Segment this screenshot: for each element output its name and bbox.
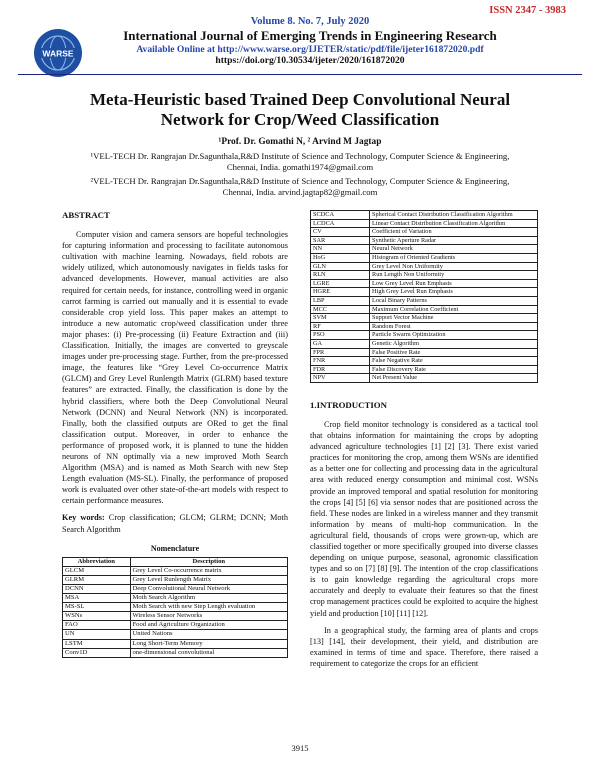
table-row — [311, 314, 538, 323]
description-cell: Support Vector Machine — [370, 314, 538, 323]
description-cell: Genetic Algorithm — [370, 339, 538, 348]
keywords-text: Crop classification; GLCM; GLRM; DCNN; Moth Search Algorithm — [62, 513, 288, 534]
abbreviation-cell: NPV — [311, 374, 370, 383]
abbreviation-cell: DCNN — [63, 585, 131, 594]
description-cell: High Grey Level Run Emphasis — [370, 288, 538, 297]
table-row — [311, 211, 538, 220]
description-cell: False Positive Rate — [370, 348, 538, 357]
abbreviation-cell: HoG — [311, 253, 370, 262]
table-row — [63, 630, 288, 639]
table-row — [311, 219, 538, 228]
logo-text: WARSE — [42, 48, 74, 59]
doi-link[interactable]: https://doi.org/10.30534/ijeter/2020/161872020 — [215, 55, 405, 67]
abbreviation-table — [310, 210, 538, 383]
authors: ¹Prof. Dr. Gomathi N, ² Arvind M Jagtap — [218, 137, 382, 147]
table-row — [63, 612, 288, 621]
affiliation-1 — [56, 151, 544, 174]
description-cell: Moth Search Algorithm — [130, 594, 288, 603]
warse-logo-icon — [33, 28, 83, 78]
description-cell: Grey Level Co-occurrence matrix — [130, 566, 288, 575]
table-row — [311, 374, 538, 383]
table-row — [311, 322, 538, 331]
table-row — [63, 566, 288, 575]
table-row — [311, 253, 538, 262]
abbreviation-cell: HGRE — [311, 288, 370, 297]
table-row — [63, 575, 288, 584]
table-row — [63, 603, 288, 612]
affiliation-1-line-1: ¹VEL-TECH Dr. Rangrajan Dr.Sagunthala,R&D Institute of Science and Technology, Computer Science & Engineering, — [90, 151, 510, 161]
affiliation-1-line-2: Chennai, India. gomathi1974@gmail.com — [226, 162, 374, 173]
table-row — [311, 271, 538, 280]
table-row — [311, 365, 538, 374]
keywords — [62, 512, 288, 534]
description-cell: Spherical Contact Distribution Classification Algorithm — [370, 211, 538, 220]
affiliation-2-line-1: ²VEL-TECH Dr. Rangrajan Dr.Sagunthala,R&D Institute of Science and Technology, Computer Science & Engineering, — [90, 176, 510, 186]
nomenclature-body — [63, 566, 288, 657]
table-row — [63, 585, 288, 594]
table-row — [311, 357, 538, 366]
journal-header — [100, 16, 520, 66]
description-cell: Grey Level Runlength Matrix — [130, 575, 288, 584]
table-row — [311, 262, 538, 271]
abbreviation-cell: GA — [311, 339, 370, 348]
table-row — [63, 648, 288, 657]
description-cell: Neural Network — [370, 245, 538, 254]
description-cell: Deep Convolutional Neural Network — [130, 585, 288, 594]
table-row — [311, 296, 538, 305]
description-cell: False Discovery Rate — [370, 365, 538, 374]
abbreviation-cell: CV — [311, 228, 370, 237]
journal-name: International Journal of Emerging Trends in Engineering Research — [123, 28, 497, 44]
table-row — [311, 305, 538, 314]
nomenclature-table — [62, 557, 288, 658]
abbreviation-cell: SAR — [311, 236, 370, 245]
abbreviation-cell: FPR — [311, 348, 370, 357]
left-column — [62, 210, 288, 658]
introduction-heading: 1.INTRODUCTION — [310, 399, 387, 410]
abbreviation-cell: SCDCA — [311, 211, 370, 220]
description-cell: Run Length Non Uniformity — [370, 271, 538, 280]
title-line-1: Meta-Heuristic based Trained Deep Convolutional Neural — [89, 90, 511, 109]
abbreviation-cell: FAO — [63, 621, 131, 630]
description-cell: Maximum Correlation Coefficient — [370, 305, 538, 314]
description-cell: Moth Search with new Step Length evaluation — [130, 603, 288, 612]
abbreviation-cell: RLN — [311, 271, 370, 280]
table-row — [311, 279, 538, 288]
table-row — [63, 594, 288, 603]
paper-title — [60, 90, 540, 131]
volume-info: Volume 8. No. 7, July 2020 — [250, 16, 370, 27]
description-cell: Food and Agriculture Organization — [130, 621, 288, 630]
description-cell: Local Binary Patterns — [370, 296, 538, 305]
nomenclature-header-description: Description — [130, 557, 288, 566]
abstract-text: Computer vision and camera sensors are hopeful technologies for capturing information and processing to facilitate autonomous cultivation with machine learning. Nowadays, field robots are widely utilized, which autonomously navigates in fields tasks for advanced developments. However, manual activities are also required for certain needs, for instance, controlling weed in organic carrot farming is carried out manually and it is essential to evade considerable crop yield loss. This paper makes an attempt to introduce a new automatic crop/weed classification under three major phases: (i) Pre-processing (ii) Feature Extraction and (iii) Classification. Initially, the images are converted to greyscale images under pre-processing stage. Further, from the pre-processed image, the features like “Grey Level Co-occurrence Matrix (GLCM) and Grey Level Runlength Matrix (GLRM) based texture features” are extracted. Finally, the classification is done by the hybrid classifiers, where both the Deep Convolutional Neural Network (DCNN) and Neural Network (NN) is incorporated. Finally, both the classified outputs are ORed to get the final classification output. Moreover, in order to enhance the performance of proposed work, it is planned to tune the hidden neurons of NN optimally via a new improved Moth Search Algorithm (MSA) and is named as Moth Search with new Step Length evaluation (MS-SL). Finally, the performance of proposed work is evaluated over other state-of-the-art models with respect to certain performance measures. — [62, 230, 288, 506]
abbreviation-cell: FDR — [311, 365, 370, 374]
abbreviation-cell: PSO — [311, 331, 370, 340]
abbreviation-cell: GLRM — [63, 575, 131, 584]
description-cell: Low Grey Level Run Emphasis — [370, 279, 538, 288]
description-cell: Long Short-Term Memory — [130, 639, 288, 648]
abbreviation-cell: GLN — [311, 262, 370, 271]
abbreviation-cell: GLCM — [63, 566, 131, 575]
table-row — [311, 228, 538, 237]
abbreviation-cell: MSA — [63, 594, 131, 603]
abbreviation-cell: SVM — [311, 314, 370, 323]
description-cell: Net Present Value — [370, 374, 538, 383]
description-cell: Particle Swarm Optimization — [370, 331, 538, 340]
abbreviation-cell: UN — [63, 630, 131, 639]
abbreviation-cell: Conv1D — [63, 648, 131, 657]
intro-paragraph-2: In a geographical study, the farming area of plants and crops [13] [14], their development, their yield, and distribution are examined in terms of time and space. Therefore, there raised a requirement to categorize the crops for an efficient — [310, 625, 538, 668]
abbreviation-cell: MCC — [311, 305, 370, 314]
description-cell: Synthetic Aperture Radar — [370, 236, 538, 245]
abbreviation-cell: LSTM — [63, 639, 131, 648]
table-row — [63, 639, 288, 648]
abbreviation-cell: LCDCA — [311, 219, 370, 228]
abbreviation-cell: FNR — [311, 357, 370, 366]
nomenclature-header-abbreviation: Abbreviation — [63, 557, 131, 566]
abbreviation-cell: RF — [311, 322, 370, 331]
online-link[interactable]: Available Online at http://www.warse.org/IJETER/static/pdf/file/ijeter161872020.pdf — [136, 43, 484, 55]
description-cell: Histogram of Oriented Gradients — [370, 253, 538, 262]
table-row — [63, 621, 288, 630]
abbreviation-cell: MS-SL — [63, 603, 131, 612]
description-cell: Grey Level Non Uniformity — [370, 262, 538, 271]
table-row — [311, 348, 538, 357]
intro-paragraph-1: Crop field monitor technology is considered as a tactical tool that obtains information for maintaining the crops by adopting advanced agriculture technologies [1] [2] [3]. There exist varied practices for monitoring the crop, among them WSNs are identified as a better one for collecting and processing data in the agricultural area with reduced energy consumption and minimal cost. WSNs provide an improved temporal and spatial resolution for monitoring the crops [4] [5] [6] via sensor nodes that are positioned across the field. These nodes are linked in a wireless manner and they transmit information by means of multi-hop communication. In the agricultural field, thousands of crops were grown-up, which are classified together or more specifically grouped into diverse classes depending on unique purpose, seasonal, agronomic classification types and so on [7] [8] [9]. The intention of the crop classifications is to gain knowledge regarding the agricultural crops more accurately and deeply to evaluate their features so that the finest crop management practices could be exploited to acquire the highest yield and production [10] [11] [12]. — [310, 419, 538, 618]
description-cell: Random Forest — [370, 322, 538, 331]
page-number: 3915 — [291, 743, 309, 753]
description-cell: Coefficient of Variation — [370, 228, 538, 237]
header-divider — [18, 74, 582, 75]
title-line-2: Network for Crop/Weed Classification — [160, 110, 440, 130]
right-column — [310, 210, 538, 675]
keywords-label: Key words: — [62, 513, 105, 523]
table-row — [311, 288, 538, 297]
table-row — [311, 236, 538, 245]
nomenclature-title: Nomenclature — [150, 543, 200, 553]
affiliation-2 — [56, 176, 544, 199]
abbreviation-cell: NN — [311, 245, 370, 254]
description-cell: False Negative Rate — [370, 357, 538, 366]
table-row — [311, 339, 538, 348]
abbreviation-cell: WSNs — [63, 612, 131, 621]
table-row — [311, 245, 538, 254]
affiliation-2-line-2: Chennai, India. arvind.jagtap82@gmail.com — [222, 187, 378, 198]
table-row — [311, 331, 538, 340]
description-cell: one-dimensional convolutional — [130, 648, 288, 657]
description-cell: Wireless Sensor Networks — [130, 612, 288, 621]
description-cell: Linear Contact Distribution Classification Algorithm — [370, 219, 538, 228]
abbreviation-cell: LBP — [311, 296, 370, 305]
abstract-heading: ABSTRACT — [62, 210, 110, 220]
description-cell: United Nations — [130, 630, 288, 639]
issn: ISSN 2347 - 3983 — [489, 5, 566, 16]
abbreviation-cell: LGRE — [311, 279, 370, 288]
abbreviation-body — [311, 211, 538, 383]
